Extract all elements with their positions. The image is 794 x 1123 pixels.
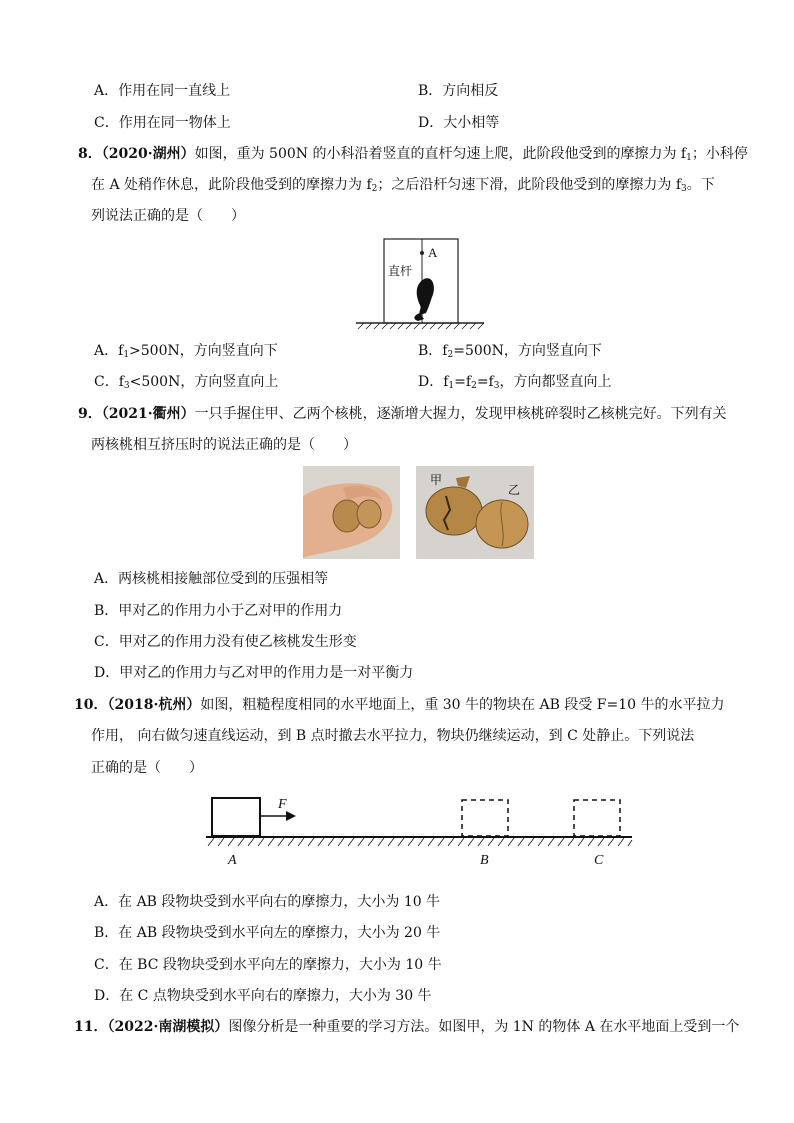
question-source: （2022·南湖模拟） [107, 1019, 229, 1035]
label-point-a: A [228, 853, 237, 868]
q10-block-figure [200, 790, 640, 872]
block-at-c [574, 800, 620, 836]
q8-pole-figure [350, 235, 490, 330]
q7-option-d[interactable]: D．大小相等 [418, 115, 500, 131]
question-number: 8． [78, 146, 102, 162]
q8-stem-line3: 列说法正确的是（ ） [91, 208, 245, 224]
q10-option-a[interactable]: A．在 AB 段物块受到水平向右的摩擦力，大小为 10 牛 [94, 894, 441, 910]
label-point-c: C [594, 853, 604, 868]
q10-stem-line2: 作用， 向右做匀速直线运动，到 B 点时撤去水平拉力，物块仍继续运动，到 C 处静止。下列说法 [91, 728, 695, 744]
label-f: F [278, 797, 287, 812]
block-at-b [462, 800, 508, 836]
question-source: （2020·湖州） [101, 146, 195, 162]
question-source: （2018·杭州） [107, 697, 201, 713]
label-a: A [428, 245, 438, 260]
question-source: （2021·衢州） [101, 406, 195, 422]
q9-option-b[interactable]: B．甲对乙的作用力小于乙对甲的作用力 [94, 603, 343, 619]
q10-option-c[interactable]: C．在 BC 段物块受到水平向左的摩擦力，大小为 10 牛 [94, 957, 442, 973]
q8-stem-line2: 在 A 处稍作休息，此阶段他受到的摩擦力为 $f_2$；之后沿杆匀速下滑，此阶段他受到的摩擦力为 $f_3$。下 [91, 177, 715, 194]
block-at-a [212, 798, 260, 836]
q9-option-a[interactable]: A．两核桃相接触部位受到的压强相等 [94, 571, 329, 587]
q9-stem-line1: 9．（2021·衢州）一只手握住甲、乙两个核桃，逐渐增大握力，发现甲核桃碎裂时乙核桃完好。下列有关 [78, 406, 727, 422]
ground-hatch [208, 838, 632, 846]
question-number: 11． [74, 1019, 108, 1035]
q9-walnut-photo [416, 466, 534, 559]
q9-option-d[interactable]: D．甲对乙的作用力与乙对甲的作用力是一对平衡力 [94, 665, 414, 681]
walnut-jia [426, 487, 482, 535]
force-arrow-head [286, 811, 296, 821]
q7-option-a[interactable]: A．作用在同一直线上 [94, 83, 231, 99]
q10-option-b[interactable]: B．在 AB 段物块受到水平向左的摩擦力，大小为 20 牛 [94, 925, 441, 941]
label-pole: 直杆 [388, 264, 413, 278]
question-number: 9． [78, 406, 102, 422]
q8-stem-line1: 8．（2020·湖州）如图，重为 500N 的小科沿着竖直的直杆匀速上爬，此阶段他受到的摩擦力为 $f_1$；小科停 [78, 146, 748, 163]
climber-silhouette [417, 278, 434, 315]
question-number: 10． [74, 697, 108, 713]
q8-option-d[interactable]: D．$f_1=f_2=f_3$，方向都竖直向上 [418, 374, 612, 391]
q11-stem-line1: 11．（2022·南湖模拟）图像分析是一种重要的学习方法。如图甲，为 1N 的物体 A 在水平地面上受到一个 [74, 1019, 740, 1035]
q7-option-c[interactable]: C．作用在同一物体上 [94, 115, 231, 131]
q8-option-b[interactable]: B．$f_2=500N$，方向竖直向下 [418, 343, 602, 360]
q9-hand-photo [303, 466, 400, 559]
ground-hatch [358, 323, 484, 329]
q10-stem-line1: 10．（2018·杭州）如图，粗糙程度相同的水平地面上，重 30 牛的物块在 AB 段受 F=10 牛的水平拉力 [74, 697, 725, 713]
climber-foot [414, 313, 424, 321]
label-yi: 乙 [508, 483, 521, 497]
q8-option-a[interactable]: A．$f_1>500N$，方向竖直向下 [94, 343, 278, 360]
point-a-dot [420, 251, 424, 255]
q9-stem-line2: 两核桃相互挤压时的说法正确的是（ ） [91, 437, 357, 453]
q10-stem-line3: 正确的是（ ） [91, 760, 203, 776]
walnut-right [357, 500, 381, 528]
q9-option-c[interactable]: C．甲对乙的作用力没有使乙核桃发生形变 [94, 634, 357, 650]
q10-option-d[interactable]: D．在 C 点物块受到水平向右的摩擦力，大小为 30 牛 [94, 988, 432, 1004]
label-point-b: B [480, 853, 489, 868]
q7-option-b[interactable]: B．方向相反 [418, 83, 499, 99]
q8-option-c[interactable]: C．$f_3<500N$，方向竖直向上 [94, 374, 279, 391]
label-jia: 甲 [430, 473, 443, 487]
